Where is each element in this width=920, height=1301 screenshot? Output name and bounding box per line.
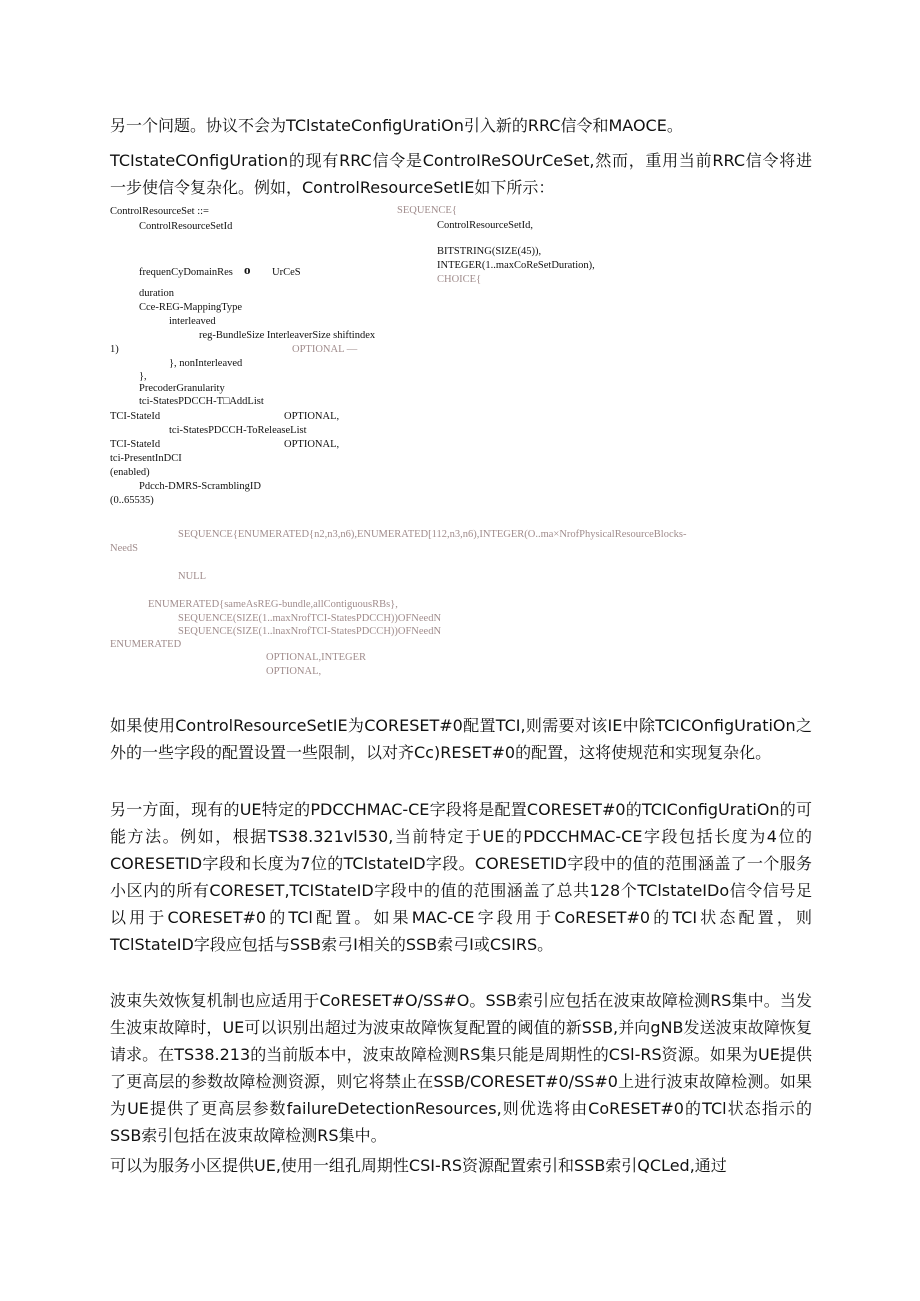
code-line: }, nonInterleaved [169,358,243,369]
code-line: duration [139,288,174,299]
code-line: (enabled) [110,467,150,478]
code-line: TCI-StateId [110,411,161,422]
code-line: reg-BundleSize InterleaverSize shiftindex [199,330,376,341]
code-line: (0..65535) [110,495,154,506]
paragraph-5: 波束失效恢复机制也应适用于CoRESET#O/SS#O。SSB索引应包括在波束故障检测RS集中。当发生波束故障时，UE可以识别出超过为波束故障恢复配置的阈值的新SSB,并向gNB发送波束故障恢复请求。在TS38.213的当前版本中，波束故障检测RS集只能是周期性的CSl-RS资源。如果为UE提供了更高层的参数故障检测资源，则它将禁止在SSB/CORESET#0/SS#0上进行波束故障检测。如果为UE提供了更高层参数failureDetectionResources,则优选将由CoRESET#0的TCl状态指示的SSB索引包括在波束故障检测RS集中。 [110,991,812,1145]
code-keyword: ENUMERATED{sameAsREG-bundle,allContiguousRBs}, [148,599,398,610]
code-keyword: NeedS [110,543,138,554]
code-line: PrecoderGranularity [139,383,225,394]
code-line: frequenCyDomainRes [139,267,233,278]
code-line: TCI-StateId [110,439,161,450]
code-line: OPTIONAL, [284,439,340,450]
code-line: tci-StatesPDCCH-T□AddList [139,396,264,407]
code-line: OPTIONAL, [284,411,340,422]
code-line: ControlResourceSetId [139,221,233,232]
code-keyword: OPTIONAL — [292,344,358,355]
code-keyword: OPTIONAL, [266,666,322,677]
code-line: Cce-REG-MappingType [139,302,243,313]
code-line: ControlResourceSet ::= [110,206,209,217]
code-line: interleaved [169,316,216,327]
code-line: tci-StatesPDCCH-ToReleaseList [169,425,307,436]
code-line: Pdcch-DMRS-ScramblingID [139,481,261,492]
paragraph-6: 可以为服务小区提供UE,使用一组孔周期性CSI-RS资源配置索引和SSB索引QCLed,通过 [110,1156,727,1175]
paragraph-2: TCIstateCOnfigUration的现有RRC信令是ControIReSOUrCeSet,然而，重用当前RRC信令将进一步使信令复杂化。例如，ControlResourceSetIE如下所示： [110,151,812,197]
code-keyword: SEQUENCE(SIZE(1..maxNrofTCI-StatesPDCCH))OFNeedN [178,613,442,624]
code-line: }, [139,371,147,382]
code-line: INTEGER(1..maxCoReSetDuration), [437,260,595,271]
code-line: UrCeS [272,267,301,278]
code-keyword: OPTIONAL,INTEGER [266,652,367,663]
code-keyword: NULL [178,571,206,582]
code-keyword: CHOICE{ [437,274,482,285]
paragraph-1: 另一个问题。协议不会为TClstateConfigUratiOn引入新的RRC信令和MAOCE。 [110,116,683,135]
paragraph-3: 如果使用ControlResourceSetIE为CORESET#0配置TCI,则需要对该IE中除TCICOnfigUratiOn之外的一些字段的配置设置一些限制，以对齐Cc)RESET#0的配置，这将使规范和实现复杂化。 [110,716,812,762]
code-line: BITSTRING(SIZE(45)), [437,246,542,257]
code-line: o [244,262,251,277]
code-line: 1) [110,344,119,355]
code-keyword: SEQUENCE{ [397,205,457,216]
code-line: ControlResourceSetId, [437,220,533,231]
code-keyword: ENUMERATED [110,639,182,650]
paragraph-4: 另一方面，现有的UE特定的PDCCHMAC-CE字段将是配置CORESET#0的TCIConfigUratiOn的可能方法。例如，根据TS38.321vl530,当前特定于UE的PDCCHMAC-CE字段包括长度为4位的CORESETID字段和长度为7位的TClstateID字段。CORESETID字段中的值的范围涵盖了一个服务小区内的所有CORESET,TCIStateID字段中的值的范围涵盖了总共128个TClstateIDo信令信号足以用于CORESET#0的TCl配置。如果MAC-CE字段用于CoRESET#0的TCI状态配置，则TClStateID字段应包括与SSB索弓I相关的SSB索弓I或CSIRS。 [110,800,812,954]
code-keyword: SEQUENCE{ENUMERATED{n2,n3,n6),ENUMERATED[112,n3,n6),INTEGER(O..ma×NrofPhysicalResourceBlocks- [178,529,687,540]
code-line: tci-PresentInDCI [110,453,182,464]
code-keyword: SEQUENCE(SIZE(1..lnaxNrofTCI-StatesPDCCH))OFNeedN [178,626,442,637]
